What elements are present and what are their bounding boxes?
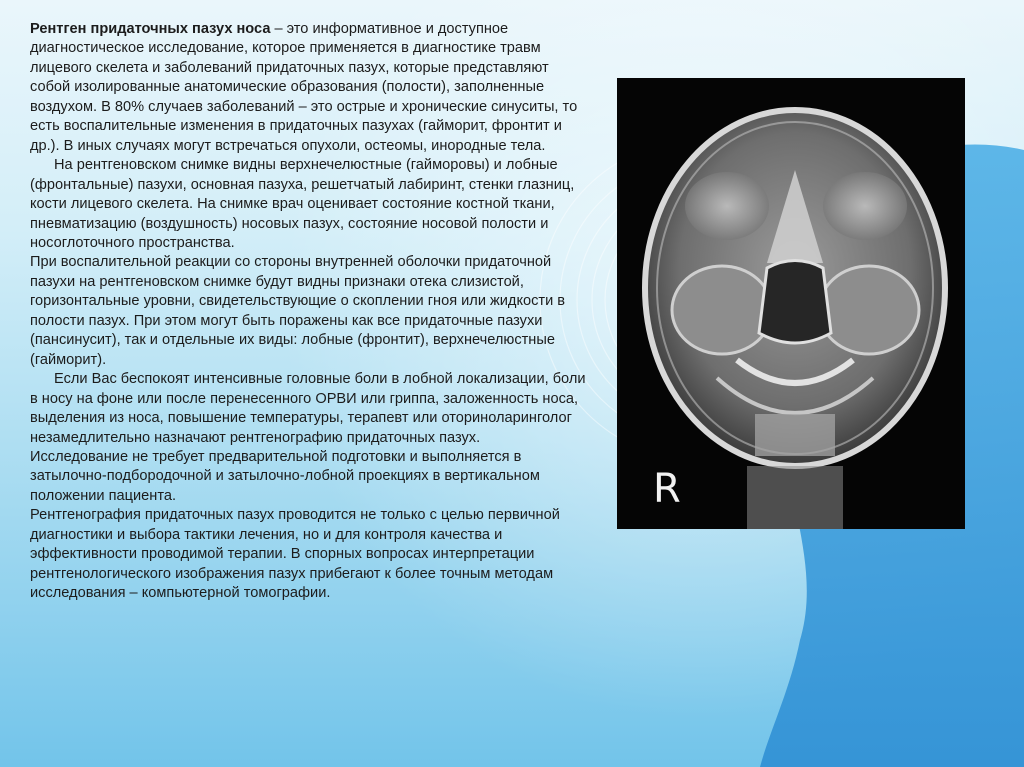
paragraph-inflammation: При воспалительной реакции со стороны внутренней оболочки придаточной пазухи на рентгеновском снимке будут видны признаки отека слизистой, горизонтальные уровни, свидетельствующие о скоплении гноя или жидкости в полости пазух. При этом могут быть поражены как все придаточные пазухи (пансинусит), так и отдельные их виды: лобные (фронтит), верхнечелюстные (гайморит). [30,254,566,368]
article-title: Рентген придаточных пазух носа [30,21,271,37]
skull-xray-drawing [645,110,945,529]
paragraph-preparation: Исследование не требует предварительной подготовки и выполняется в затылочно-подбородочной и затылочно-лобной проекциях в вертикальном положении пациента. [30,448,540,504]
paragraph-follow-up: Рентгенография придаточных пазух проводится не только с целью первичной диагностики и выбора тактики лечения, но и для контроля качества и эффективности проводимой терапии. В спорных вопросах интерпретации рентгенологического изображения пазух прибегают к более точным методам исследования – компьютерной томографии. [30,507,560,602]
article-text [30,20,590,604]
side-marker-label: R [653,466,681,512]
paragraph-xray-description: На рентгеновском снимке видны верхнечелюстные (гайморовы) и лобные (фронтальные) пазухи, основная пазуха, решетчатый лабиринт, стенки глазниц, кости лицевого скелета. На снимке врач оценивает состояние костной ткани, пневматизацию (воздушность) носовых пазух, состояние носовой полости и носоглоточного пространства. [30,157,575,251]
paragraph-intro [30,20,590,156]
intro-text: – это информативное и доступное диагностическое исследование, которое применяется в диагностике травм лицевого скелета и заболеваний придаточных пазух, которые представляют собой изолированные анатомические образования (полости), заполненные воздухом. В 80% случаев заболеваний – это острые и хронические синуситы, то есть воспалительные изменения в придаточных пазухах (гайморит, фронтит и др.). В иных случаях могут встречаться опухоли, остеомы, инородные тела. [30,21,578,154]
xray-image [617,78,965,529]
paragraph-symptoms: Если Вас беспокоят интенсивные головные боли в лобной локализации, боли в носу на фоне или после перенесенного ОРВИ или гриппа, заложенность носа, выделения из носа, повышение температуры, терапевт или оториноларинголог незамедлительно назначают рентгенографию придаточных пазух. [30,371,586,446]
